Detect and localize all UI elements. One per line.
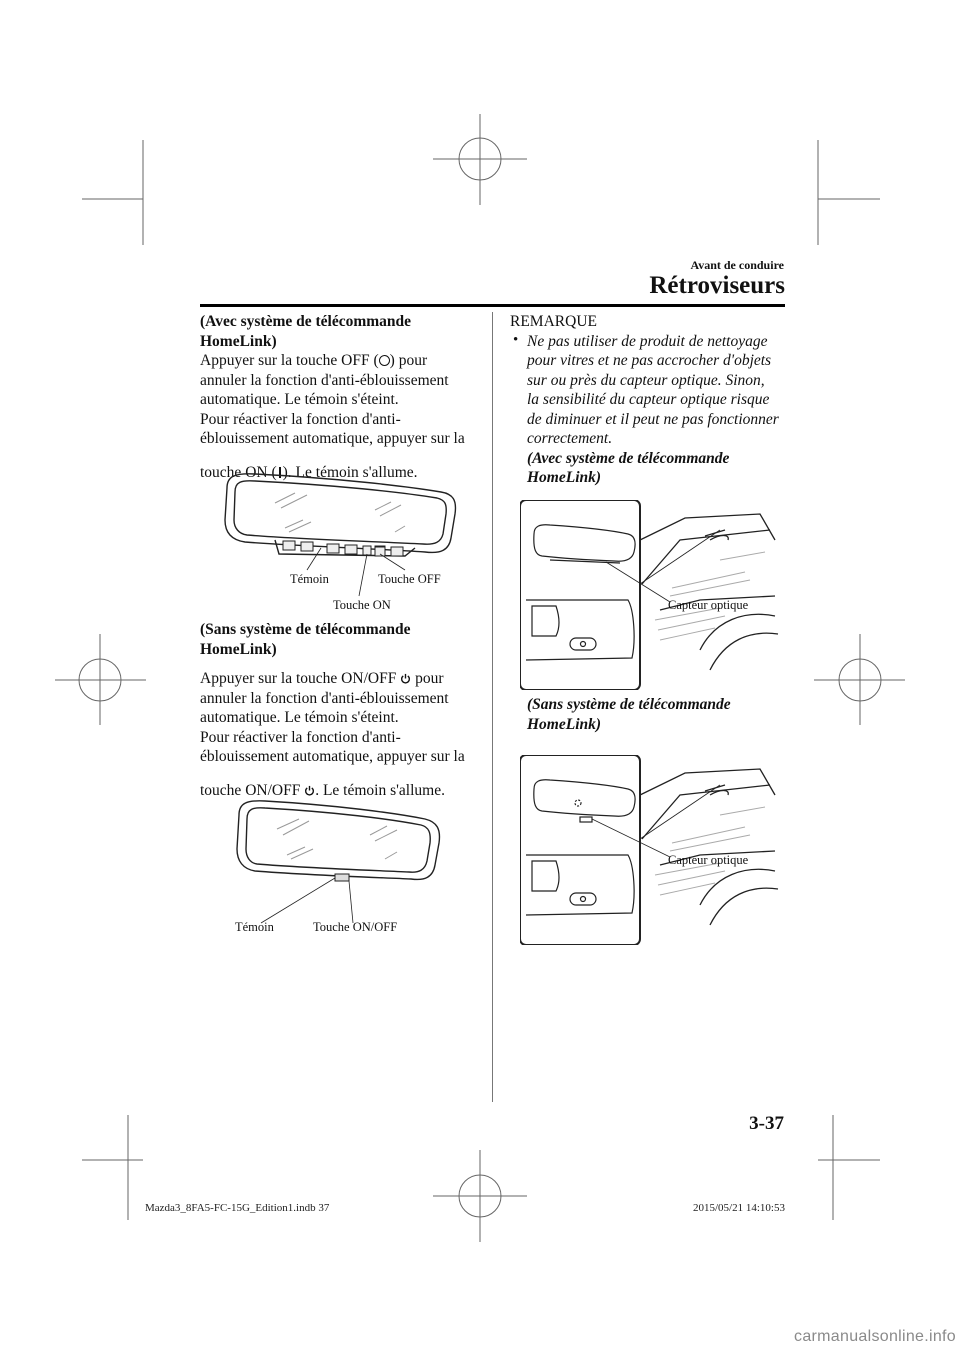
footer-filename: Mazda3_8FA5-FC-15G_Edition1.indb 37 <box>145 1202 330 1214</box>
p2-line3: automatique. Le témoin s'éteint. <box>200 709 399 726</box>
page-title: Rétroviseurs <box>649 272 785 299</box>
label-capteur-optique-1: Capteur optique <box>668 598 749 612</box>
note-sub2-heading-1: (Sans système de télécommande <box>527 696 731 713</box>
section-label: Avant de conduire <box>690 258 784 272</box>
p1-line1: Appuyer sur la touche OFF ( ) pour <box>200 352 428 369</box>
note-line6: correctement. <box>527 430 613 447</box>
p2-line4: Pour réactiver la fonction d'anti- <box>200 728 401 746</box>
paragraph-with-homelink <box>200 312 485 482</box>
footer-timestamp: 2015/05/21 14:10:53 <box>693 1202 785 1214</box>
sensor-no-homelink-illustration <box>520 755 780 945</box>
note-sub1-heading-2: HomeLink) <box>527 469 602 486</box>
heading-without-homelink-1: (Sans système de télécommande <box>200 621 411 638</box>
p1-line2: annuler la fonction d'anti-éblouissement <box>200 371 449 389</box>
mirror-homelink-illustration <box>215 468 465 618</box>
note-sub2 <box>527 695 787 734</box>
mirror-no-homelink-illustration <box>225 795 450 925</box>
label-temoin-1: Témoin <box>290 572 329 586</box>
paragraph-without-homelink <box>200 620 485 800</box>
note-sub1-heading-1: (Avec système de télécommande <box>527 449 730 467</box>
note-title: REMARQUE <box>510 313 597 330</box>
note-block <box>510 312 795 488</box>
note-bullet-item <box>510 332 795 488</box>
p1-line3: automatique. Le témoin s'éteint. <box>200 391 399 408</box>
page-number: 3-37 <box>749 1113 784 1134</box>
p1-line4: Pour réactiver la fonction d'anti- <box>200 410 401 428</box>
p2-line2: annuler la fonction d'anti-éblouissement <box>200 689 449 707</box>
label-touche-off: Touche OFF <box>378 572 441 586</box>
heading-with-homelink-1: (Avec système de télécommande <box>200 313 412 330</box>
label-capteur-optique-2: Capteur optique <box>668 853 749 867</box>
off-circle-icon <box>379 355 390 366</box>
label-touche-on: Touche ON <box>333 598 391 612</box>
p2-line1: Appuyer sur la touche ON/OFF pour <box>200 670 444 687</box>
note-line1: Ne pas utiliser de produit de nettoyage <box>527 332 768 350</box>
sensor-homelink-illustration <box>520 500 780 690</box>
note-sub2-heading-2: HomeLink) <box>527 715 602 733</box>
note-line2: pour vitres et ne pas accrocher d'objets <box>527 352 772 369</box>
p2-line5: éblouissement automatique, appuyer sur la <box>200 748 465 765</box>
heading-without-homelink-2: HomeLink) <box>200 640 277 658</box>
column-divider <box>492 312 493 1102</box>
note-line5: de diminuer et il peut ne pas fonctionner <box>527 410 779 428</box>
power-icon <box>400 673 411 684</box>
bullet-icon: • <box>513 331 519 348</box>
note-line3: sur ou près du capteur optique. Sinon, <box>527 371 765 389</box>
p2-line6: touche ON/OFF . Le témoin s'allume. <box>200 781 445 799</box>
note-line4: la sensibilité du capteur optique risque <box>527 391 770 408</box>
p1-line6: touche ON ( ). Le témoin s'allume. <box>200 463 418 481</box>
label-touche-onoff: Touche ON/OFF <box>313 920 398 934</box>
heading-with-homelink-2: HomeLink) <box>200 332 277 350</box>
watermark: carmanualsonline.info <box>794 1328 956 1345</box>
label-temoin-2: Témoin <box>235 920 274 934</box>
power-icon <box>304 785 315 796</box>
header-rule <box>200 304 785 307</box>
p1-line5: éblouissement automatique, appuyer sur la <box>200 430 465 447</box>
